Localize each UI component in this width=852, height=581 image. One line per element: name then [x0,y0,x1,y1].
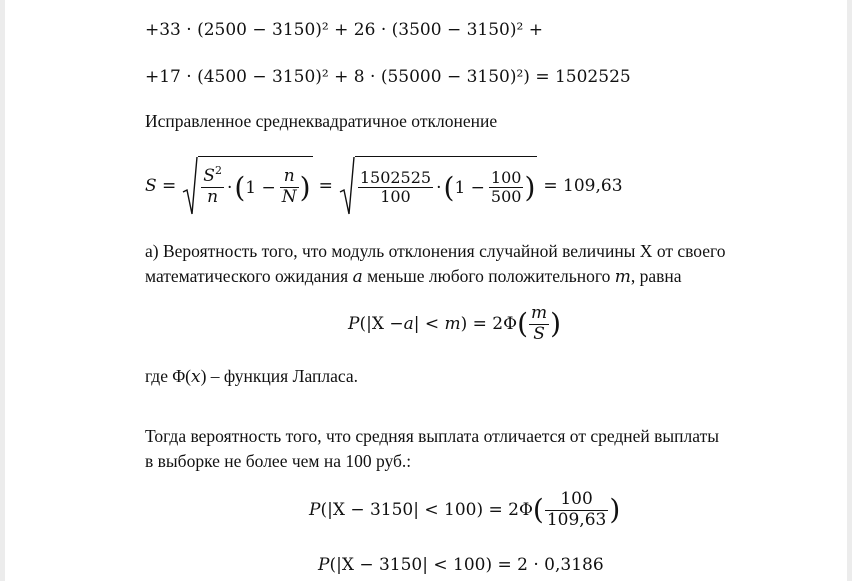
equation-line-2 [145,67,631,87]
paragraph-a-line-2: математического ожидания a меньше любого положительного m, равна [145,266,682,287]
formula-one-minus: 1 − [245,177,276,198]
formula-result: = 109,63 [543,176,623,196]
formula-probability-result: P(|X − 3150| < 100) = 2 · 0,3186 [318,555,604,575]
formula-one-minus-2: 1 − [454,177,485,198]
fraction-n-N: $\frac{n}{N}$ [281,166,297,207]
fraction-100-109: $\frac{100}{109,63}$ [546,488,607,530]
fraction-s2-n: $\frac{S^2}{n}$ [203,164,222,207]
paragraph-b-line-1: Тогда вероятность того, что средняя выплата отличается от средней выплаты [145,426,720,446]
page-left-margin [0,0,5,581]
formula-probability-numeric: P (|X − 3150| < 100) = 2Φ ( $\frac{100}{109,63}$ ) [309,488,621,530]
formula-equals: = [318,176,333,196]
page-right-margin [847,0,852,581]
formula-std-deviation [145,154,623,218]
paragraph-b-line-2: в выборке не более чем на 100 руб.: [145,451,412,471]
sqrt-symbol-2: $\frac{1502525}{100}$ · ( 1 − $\frac{100}{500}$ ) [339,156,538,216]
fraction-100-500: $\frac{100}{500}$ [490,167,522,206]
fraction-1502525-100: $\frac{1502525}{100}$ [359,167,432,206]
heading-corrected-sd: Исправленное среднеквадратичное отклонение [145,111,498,131]
formula-s-lhs: S = [145,176,177,196]
equation-line-1-text: +33 · (2500 − 3150)² + 26 · (3500 − 3150)² + [145,20,543,40]
paragraph-a-line-1: а) Вероятность того, что модуль отклонения случайной величины X от своего [145,241,726,261]
equation-line-2-text: +17 · (4500 − 3150)² + 8 · (55000 − 3150)²) = 1502525 [145,67,631,87]
equation-line-1 [145,20,543,40]
sqrt-symbol-1: $\frac{S^2}{n}$ · ( 1 − $\frac{n}{N}$ ) [182,156,312,216]
formula-probability: P (|X − a | < m ) = 2Φ ( $\frac{m}{S}$ ) [348,302,562,344]
laplace-function-note: где Φ(x) – функция Лапласа. [145,366,358,387]
fraction-m-S: $\frac{m}{S}$ [531,302,548,344]
